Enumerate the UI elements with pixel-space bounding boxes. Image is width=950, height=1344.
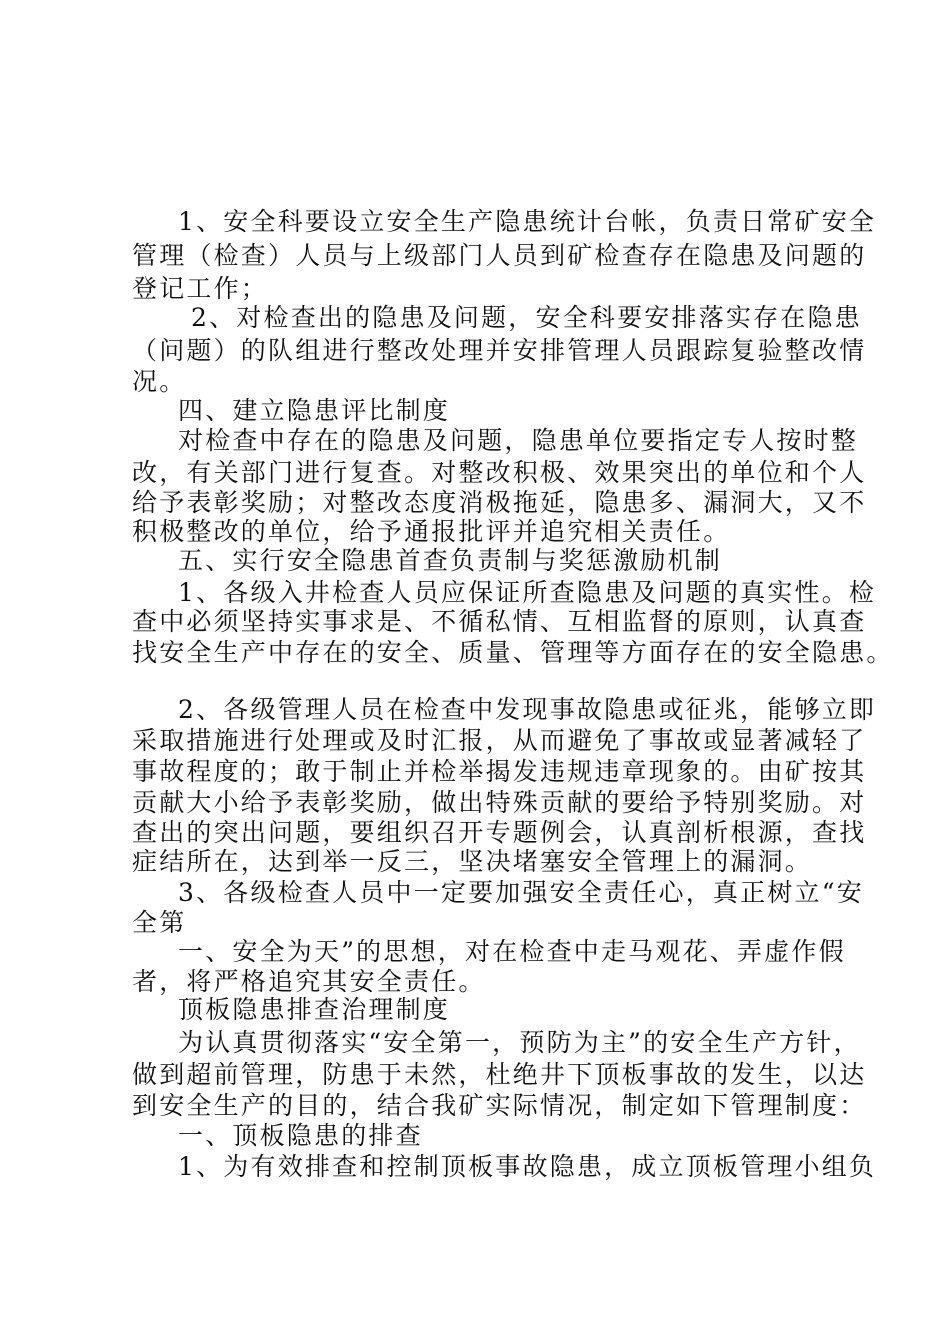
- text-line: 查出的突出问题，要组织召开专题例会，认真剖析根源，查找: [132, 818, 867, 847]
- text-line: 登记工作；: [132, 274, 269, 303]
- text-line: 管理（检查）人员与上级部门人员到矿检查存在隐患及问题的: [132, 241, 867, 270]
- text-line: 1、各级入井检查人员应保证所查隐患及问题的真实性。检: [178, 578, 877, 607]
- text-line: 做到超前管理，防患于未然，杜绝井下顶板事故的发生，以达: [132, 1060, 867, 1089]
- text-line: 到安全生产的目的，结合我矿实际情况，制定如下管理制度：: [132, 1091, 867, 1120]
- text-line: 1、为有效排查和控制顶板事故隐患，成立顶板管理小组负: [178, 1152, 877, 1181]
- text-line: 全第: [132, 908, 187, 937]
- text-line: 采取措施进行处理或及时汇报，从而避免了事故或显著减轻了: [132, 726, 867, 755]
- text-line: 2、各级管理人员在检查中发现事故隐患或征兆，能够立即: [178, 695, 877, 724]
- text-line: 改，有关部门进行复查。对整改积极、效果突出的单位和个人: [132, 458, 867, 487]
- text-line: 积极整改的单位，给予通报批评并追究相关责任。: [132, 517, 731, 546]
- section-heading: 一、顶板隐患的排查: [178, 1121, 423, 1150]
- text-line: 1、安全科要设立安全生产隐患统计台帐，负责日常矿安全: [178, 207, 877, 236]
- section-heading: 四、建立隐患评比制度: [178, 396, 451, 425]
- text-line: 为认真贯彻落实“安全第一，预防为主”的安全生产方针，: [178, 1028, 861, 1057]
- text-line: 事故程度的；敢于制止并检举揭发违规违章现象的。由矿按其: [132, 757, 867, 786]
- text-line: （问题）的队组进行整改处理并安排管理人员跟踪复验整改情: [132, 336, 867, 365]
- text-line: 2、对检查出的隐患及问题，安全科要安排落实存在隐患: [191, 303, 862, 332]
- text-line: 况。: [132, 367, 187, 396]
- text-line: 对检查中存在的隐患及问题，隐患单位要指定专人按时整: [178, 426, 859, 455]
- text-line: 3、各级检查人员中一定要加强安全责任心，真正树立“安: [178, 878, 864, 907]
- text-line: 者，将严格追究其安全责任。: [132, 967, 486, 996]
- text-line: 查中必须坚持实事求是、不循私情、互相监督的原则，认真查: [132, 607, 867, 636]
- text-line: 症结所在，达到举一反三，坚决堵塞安全管理上的漏洞。: [132, 847, 813, 876]
- text-line: 一、安全为天”的思想，对在检查中走马观花、弄虚作假: [178, 937, 846, 966]
- section-heading: 五、实行安全隐患首查负责制与奖惩激励机制: [178, 546, 723, 575]
- text-line: 找安全生产中存在的安全、质量、管理等方面存在的安全隐患。: [132, 638, 894, 667]
- text-line: 给予表彰奖励；对整改态度消极拖延，隐患多、漏洞大，又不: [132, 488, 867, 517]
- text-line: 贡献大小给予表彰奖励，做出特殊贡献的要给予特别奖励。对: [132, 788, 867, 817]
- document-title: 顶板隐患排查治理制度: [178, 995, 451, 1024]
